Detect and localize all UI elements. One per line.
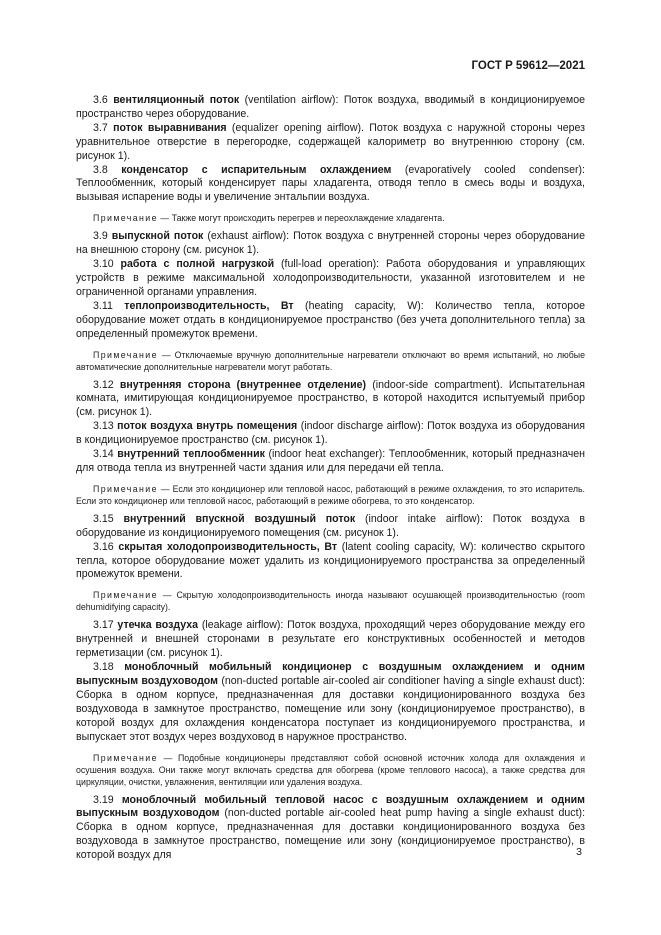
clause-number: 3.15 xyxy=(93,512,114,525)
note xyxy=(76,589,585,613)
clause-term: поток воздуха внутрь помещения xyxy=(117,420,298,433)
clause-number: 3.12 xyxy=(93,378,114,391)
clause-term: моноблочный мобильный кондиционер с воздушным охлаждением и одним выпускным воздуховодом xyxy=(76,661,585,687)
clause-3-14 xyxy=(76,448,585,476)
clause-3-6 xyxy=(76,94,585,122)
clause-number: 3.11 xyxy=(93,299,113,312)
clause-definition: (evaporatively cooled condenser): Теплообменник, который конденсирует пары хладагента, отводя тепло в смесь воды и воздуха, вызывая испарение воды и увеличение энтальпии воздуха. xyxy=(76,163,585,204)
clause-definition: (equalizer opening airflow). Поток воздуха с наружной стороны через уравнительное отверстие в перегородке, содержащей калориметр во внутреннюю сторону (см. рисунок 1). xyxy=(76,121,585,162)
clause-term: внутренний впускной воздушный поток xyxy=(123,512,356,525)
note-label: Примечание xyxy=(93,752,158,763)
note xyxy=(76,212,585,224)
note xyxy=(76,483,585,507)
clause-term: работа с полной нагрузкой xyxy=(120,258,275,271)
clause-number: 3.9 xyxy=(93,230,108,243)
clause-definition: (non-ducted portable air-cooled air conditioner having a single exhaust duct): Сборка в одном корпусе, предназначенная для доставки кондиционированного воздуха без воздуховода в замкнутое пространство, помещение или зону (кондиционируемое пространство), в которой воздух для охлаждения конденсатора поступает из кондиционируемого пространства, и выпускает этот воздух через воздуховод в наружное пространство. xyxy=(76,675,586,743)
document-header: ГОСТ Р 59612—2021 xyxy=(471,60,585,72)
clause-3-13 xyxy=(76,420,585,448)
clause-number: 3.18 xyxy=(93,661,114,674)
clause-3-9 xyxy=(76,230,585,258)
clause-definition: (indoor discharge airflow): Поток воздуха из оборудования в кондиционируемое пространство (см. рисунок 1). xyxy=(76,420,585,447)
clause-number: 3.6 xyxy=(93,94,108,106)
clause-definition: (latent cooling capacity, W): количество скрытого тепла, которое оборудование может удалить из кондиционируемого пространства за определенный промежуток времени. xyxy=(76,540,585,581)
note-label: Примечание xyxy=(93,483,158,494)
clause-definition: (full-load operation): Работа оборудования и управляющих устройств в режиме максимальной холодопроизводительности, указанной изготовителем и не ограниченной органами управления. xyxy=(76,258,585,298)
note-label: Примечание xyxy=(93,590,158,601)
clause-definition: (indoor intake airflow): Поток воздуха в оборудование из кондиционируемого помещения (см. рисунок 1). xyxy=(76,512,585,539)
clause-3-18 xyxy=(76,661,585,744)
clause-definition: (non-ducted portable air-cooled heat pump having a single exhaust duct): Сборка в одном корпусе, предназначенная для доставки кондиционированного воздуха без воздуховода в замкнутое пространство, помещение или зону (кондиционируемое пространство), в которой воздух для xyxy=(76,807,586,862)
clause-definition: (heating capacity, W): Количество тепла, которое оборудование может отдать в кондиционируемое пространство (без учета дополнительного тепла) за определенный промежуток времени. xyxy=(76,299,585,340)
clause-definition: (indoor heat exchanger): Теплообменник, который предназначен для отвода тепла из внутренней части здания или для передачи ей тепла. xyxy=(76,448,586,474)
clause-term: теплопроизводительность, Вт xyxy=(124,299,294,312)
document-body xyxy=(76,94,585,863)
clause-3-19 xyxy=(76,794,585,864)
clause-number: 3.14 xyxy=(93,448,114,461)
clause-number: 3.17 xyxy=(93,619,114,632)
clause-term: скрытая холодопроизводительность, Вт xyxy=(118,540,338,553)
clause-3-8 xyxy=(76,164,585,206)
clause-definition: (exhaust airflow): Поток воздуха с внутренней стороны через оборудование на внешнюю сторону (см. рисунок 1). xyxy=(76,230,585,257)
note-text: — Отключаемые вручную дополнительные нагреватели отключают во время испытаний, но любые автоматические дополнительные нагреватели могут работать. xyxy=(76,349,585,372)
clause-term: внутренний теплообменник xyxy=(117,448,265,461)
clause-term: поток выравнивания xyxy=(113,121,227,134)
note-label: Примечание xyxy=(93,213,158,224)
note xyxy=(76,752,585,788)
clause-number: 3.10 xyxy=(93,258,114,271)
clause-3-15 xyxy=(76,513,585,541)
clause-term: утечка воздуха xyxy=(117,619,199,632)
clause-term: выпускной поток xyxy=(111,230,204,243)
clause-3-7 xyxy=(76,122,585,164)
note-text: — Если это кондиционер или тепловой насос, работающий в режиме охлаждения, то это испаритель. Если это кондиционер или тепловой насос, работающий в режиме обогрева, то это конденсатор. xyxy=(76,483,585,506)
clause-number: 3.13 xyxy=(93,420,114,433)
clause-number: 3.19 xyxy=(93,793,114,806)
clause-3-16 xyxy=(76,541,585,583)
clause-definition: (ventilation airflow): Поток воздуха, вводимый в кондиционируемое пространство через оборудование. xyxy=(76,94,585,120)
note-text: — Подобные кондиционеры представляют собой основной источник холода для охлаждения и осушения воздуха. Они также могут включать средства для обогрева (кроме теплового насоса), а также средства для циркуляции, очистки, увлажнения, вентиляции или удаления воздуха. xyxy=(76,752,585,787)
clause-3-17 xyxy=(76,619,585,661)
clause-term: внутренняя сторона (внутреннее отделение) xyxy=(119,378,367,391)
clause-number: 3.8 xyxy=(93,163,108,176)
note xyxy=(76,349,585,373)
clause-number: 3.16 xyxy=(93,540,114,553)
page-number: 3 xyxy=(576,846,582,858)
clause-3-11 xyxy=(76,300,585,342)
clause-definition: (indoor-side compartment). Испытательная комната, имитирующая кондиционируемое пространство, в которой находится испытуемый прибор (см. рисунок 1). xyxy=(76,378,585,419)
clause-term: конденсатор с испарительным охлаждением xyxy=(121,163,392,176)
clause-3-10 xyxy=(76,258,585,300)
note-label: Примечание xyxy=(93,349,158,360)
clause-term: вентиляционный поток xyxy=(113,94,240,106)
clause-number: 3.7 xyxy=(93,121,108,134)
clause-3-12 xyxy=(76,379,585,421)
note-text: — Скрытую холодопроизводительность иногда называют осушающей производительностью (room dehumidifying capacity). xyxy=(76,590,585,613)
clause-term: моноблочный мобильный тепловой насос с воздушным охлаждением и одним выпускным воздуховодом xyxy=(76,793,585,820)
note-text: — Также могут происходить перегрев и переохлаждение хладагента. xyxy=(157,213,445,224)
clause-definition: (leakage airflow): Поток воздуха, проходящий через оборудование между его внутренней и внешней сторонами в результате его конструктивных особенностей и методов герметизации (см. рисунок 1). xyxy=(76,619,586,660)
